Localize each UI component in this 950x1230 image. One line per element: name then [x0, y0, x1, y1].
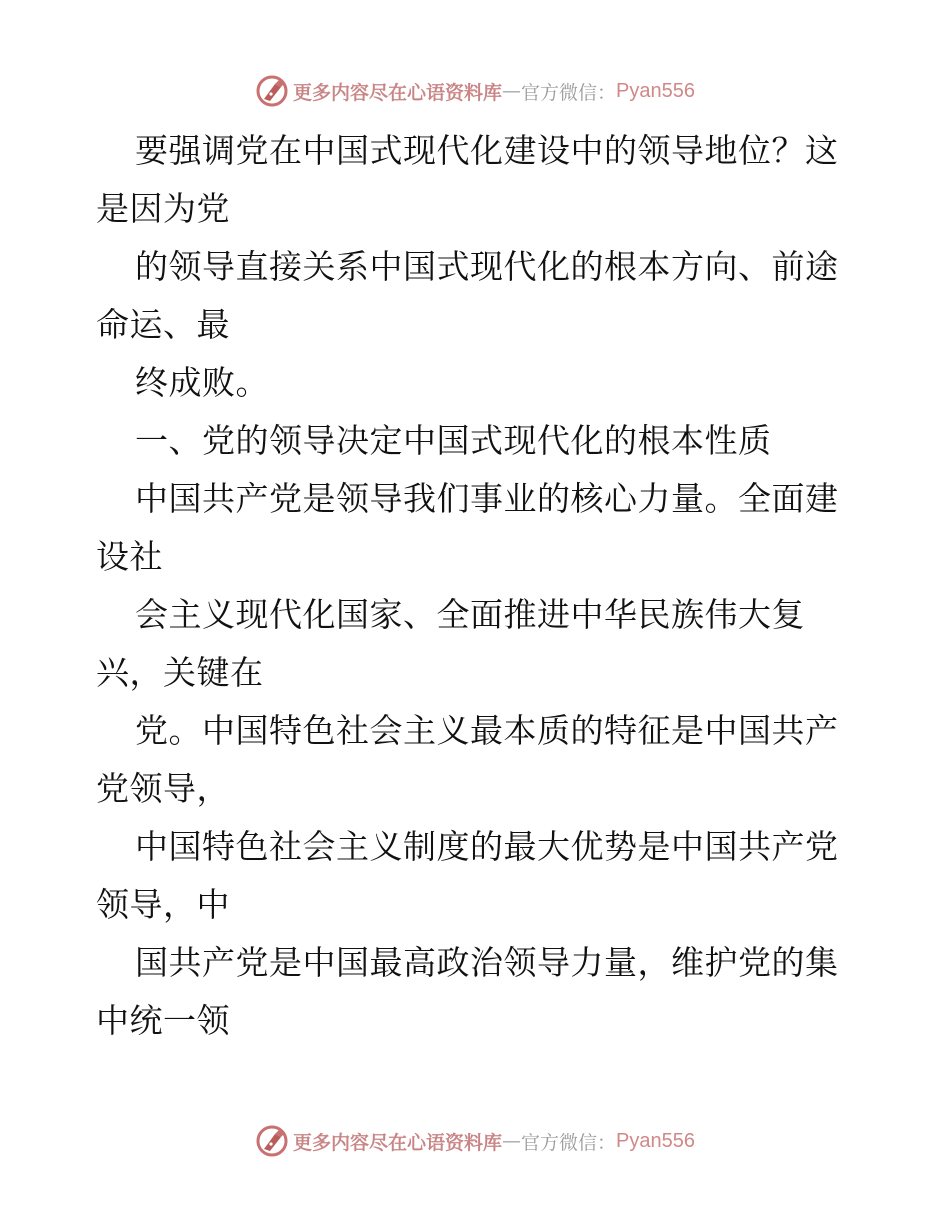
body-line: 是因为党	[96, 189, 230, 228]
body-line: 命运、最	[96, 305, 230, 344]
body-line: 中国特色社会主义制度的最大优势是中国共产党	[135, 827, 839, 866]
pen-nib-logo-icon	[255, 1124, 289, 1158]
banner-wechat-label: 官方微信：	[521, 1131, 617, 1154]
body-line: 中统一领	[96, 1001, 230, 1040]
header-banner	[0, 71, 950, 111]
section-heading: 一、党的领导决定中国式现代化的根本性质	[135, 421, 772, 460]
banner-site-text: 更多内容尽在心语资料库	[293, 1131, 503, 1154]
body-line: 设社	[96, 537, 163, 576]
footer-banner	[0, 1121, 950, 1161]
body-line: 中国共产党是领导我们事业的核心力量。全面建	[135, 479, 839, 518]
pen-nib-logo-icon	[255, 74, 289, 108]
body-line: 要强调党在中国式现代化建设中的领导地位？这	[135, 131, 839, 170]
body-line: 党领导，	[96, 769, 230, 808]
body-line: 国共产党是中国最高政治领导力量，维护党的集	[135, 943, 839, 982]
document-body	[96, 122, 866, 1050]
body-line: 领导，中	[96, 885, 230, 924]
banner-dash: —	[502, 80, 522, 102]
banner-wechat-id: Pyan556	[616, 1129, 695, 1152]
banner-wechat-id: Pyan556	[616, 79, 695, 102]
banner-dash: —	[502, 1130, 522, 1152]
body-line: 的领导直接关系中国式现代化的根本方向、前途	[135, 247, 839, 286]
banner-site-text: 更多内容尽在心语资料库	[293, 81, 503, 104]
body-line: 党。中国特色社会主义最本质的特征是中国共产	[135, 711, 839, 750]
body-line: 兴，关键在	[96, 653, 264, 692]
banner-wechat-label: 官方微信：	[521, 81, 617, 104]
body-line: 终成败。	[135, 363, 269, 402]
body-line: 会主义现代化国家、全面推进中华民族伟大复	[135, 595, 805, 634]
